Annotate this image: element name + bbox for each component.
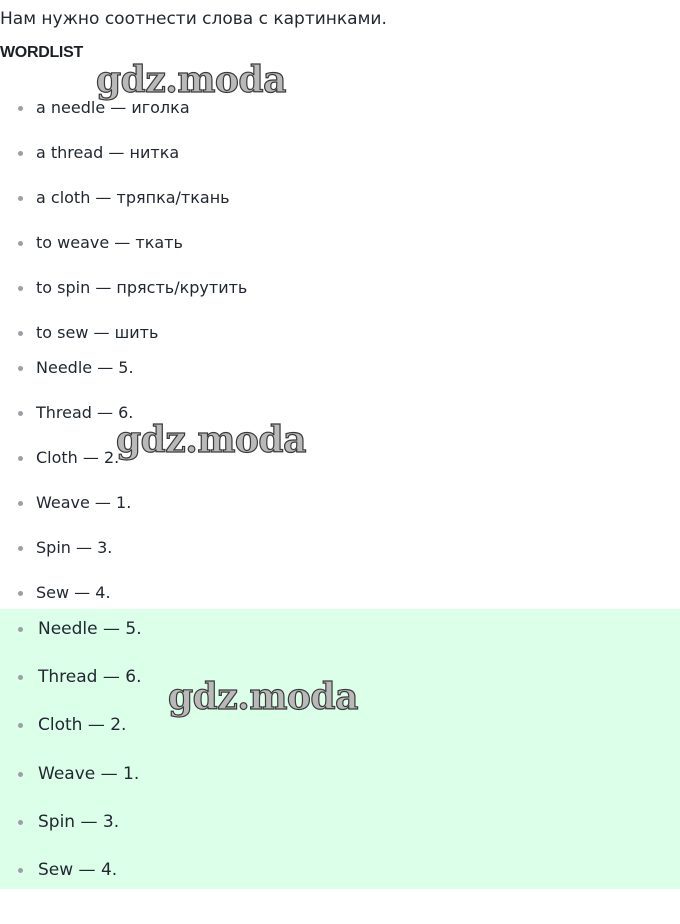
bullet-icon bbox=[18, 241, 23, 246]
answer-item bbox=[0, 582, 111, 604]
highlighted-answer-item bbox=[0, 714, 126, 736]
highlighted-answer-item bbox=[0, 763, 139, 785]
answer-text: Needle — 5. bbox=[36, 358, 134, 377]
bullet-icon bbox=[18, 501, 23, 506]
list-item-text: a cloth — тряпка/ткань bbox=[36, 188, 230, 207]
answer-text: Thread — 6. bbox=[36, 403, 134, 422]
bullet-icon bbox=[18, 546, 23, 551]
bullet-icon bbox=[18, 106, 23, 111]
wordlist-heading: WORDLIST bbox=[0, 44, 83, 61]
bullet-icon bbox=[18, 331, 23, 336]
list-item-text: a needle — иголка bbox=[36, 98, 190, 117]
highlighted-answer-text: Spin — 3. bbox=[38, 812, 120, 832]
answer-text: Weave — 1. bbox=[36, 493, 132, 512]
answer-item bbox=[0, 537, 112, 559]
list-item bbox=[0, 187, 230, 209]
bullet-icon bbox=[18, 627, 23, 632]
bullet-icon bbox=[18, 286, 23, 291]
list-item bbox=[0, 277, 247, 299]
bullet-icon bbox=[18, 772, 23, 777]
bullet-icon bbox=[18, 456, 23, 461]
answer-text: Spin — 3. bbox=[36, 538, 113, 557]
intro-text: Нам нужно соотнести слова с картинками. bbox=[0, 9, 387, 29]
list-item bbox=[0, 322, 158, 344]
watermark-logo: gdz.moda bbox=[168, 676, 358, 718]
list-item-text: to weave — ткать bbox=[36, 233, 183, 252]
bullet-icon bbox=[18, 366, 23, 371]
list-item-text: a thread — нитка bbox=[36, 143, 180, 162]
highlighted-answer-text: Weave — 1. bbox=[38, 764, 140, 784]
bullet-icon bbox=[18, 820, 23, 825]
watermark-logo: gdz.moda bbox=[116, 419, 306, 461]
highlighted-answer-item bbox=[0, 618, 142, 640]
highlighted-answer-box bbox=[0, 609, 680, 889]
list-item-text: to spin — прясть/крутить bbox=[36, 278, 248, 297]
list-item bbox=[0, 142, 179, 164]
highlighted-answer-text: Needle — 5. bbox=[38, 619, 142, 639]
answer-item bbox=[0, 447, 119, 469]
answer-text: Cloth — 2. bbox=[36, 448, 120, 467]
answer-item bbox=[0, 357, 134, 379]
watermark-logo: gdz.moda bbox=[96, 59, 286, 101]
list-item-text: to sew — шить bbox=[36, 323, 159, 342]
bullet-icon bbox=[18, 675, 23, 680]
list-item bbox=[0, 232, 183, 254]
highlighted-answer-item bbox=[0, 666, 141, 688]
highlighted-answer-text: Sew — 4. bbox=[38, 860, 118, 880]
answer-item bbox=[0, 492, 131, 514]
bullet-icon bbox=[18, 868, 23, 873]
bullet-icon bbox=[18, 723, 23, 728]
answer-text: Sew — 4. bbox=[36, 583, 111, 602]
highlighted-answer-text: Thread — 6. bbox=[38, 667, 142, 687]
bullet-icon bbox=[18, 151, 23, 156]
highlighted-answer-text: Cloth — 2. bbox=[38, 715, 127, 735]
answer-item bbox=[0, 402, 133, 424]
highlighted-answer-item bbox=[0, 811, 119, 833]
bullet-icon bbox=[18, 196, 23, 201]
bullet-icon bbox=[18, 591, 23, 596]
bullet-icon bbox=[18, 411, 23, 416]
highlighted-answer-item bbox=[0, 859, 117, 881]
